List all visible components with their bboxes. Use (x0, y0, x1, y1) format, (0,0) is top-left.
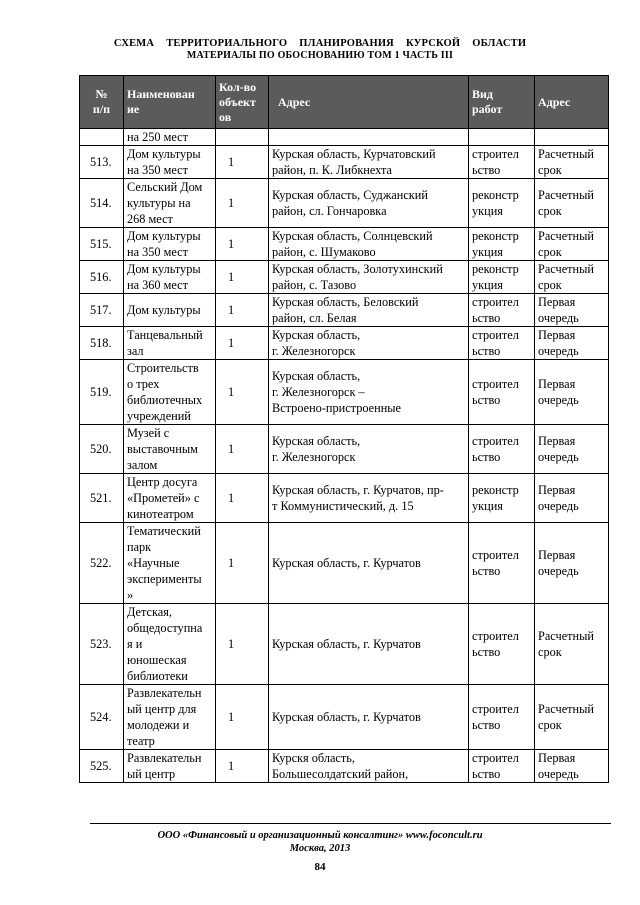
cell-work-type-line: строител (472, 328, 519, 342)
cell-term-line: Первая (538, 548, 576, 562)
cell-name-line: Танцевальный (127, 328, 203, 342)
cell-number-text: 519. (90, 385, 112, 399)
cell-number-text: 516. (90, 270, 112, 284)
cell-work-type-line: ьство (472, 718, 501, 732)
cell-name-line: выставочным (127, 442, 198, 456)
cell-address-line: Курская область, г. Курчатов, пр- (272, 483, 444, 497)
page-number: 84 (314, 861, 326, 873)
cell-name-line: библиотеки (127, 669, 188, 683)
cell-address (269, 129, 469, 146)
cell-address (269, 523, 469, 604)
cell-address (269, 327, 469, 360)
cell-work-type (469, 750, 535, 783)
table-header (80, 76, 609, 129)
cell-term-line: Расчетный (538, 229, 594, 243)
header-word: ТЕРРИТОРИАЛЬНОГО (166, 38, 288, 49)
header-text: ов (219, 109, 232, 124)
cell-term (535, 294, 609, 327)
cell-work-type-line: строител (472, 434, 519, 448)
cell-work-type-line: ьство (472, 450, 501, 464)
cell-name-line: парк (127, 540, 152, 554)
cell-address (269, 146, 469, 179)
cell-address (269, 474, 469, 523)
cell-name (124, 604, 216, 685)
cell-count (216, 146, 269, 179)
header-text: Адрес (278, 94, 311, 109)
cell-work-type-line: реконстр (472, 188, 519, 202)
cell-count (216, 294, 269, 327)
cell-address-line: г. Железногорск (272, 450, 356, 464)
table-row (80, 179, 609, 228)
cell-term (535, 261, 609, 294)
column-header-number (80, 76, 124, 129)
cell-count-text: 1 (228, 196, 235, 210)
cell-work-type-line: строител (472, 702, 519, 716)
cell-term-line: срок (538, 163, 562, 177)
cell-term-line: Первая (538, 483, 576, 497)
cell-term-line: очередь (538, 311, 579, 325)
header-title-line (0, 38, 640, 50)
cell-count (216, 228, 269, 261)
cell-name-line: библиотечных (127, 393, 203, 407)
cell-name-line: зал (127, 344, 144, 358)
cell-name (124, 523, 216, 604)
cell-name-line: театр (127, 734, 155, 748)
cell-term-line: срок (538, 245, 562, 259)
cell-work-type-line: укция (472, 499, 503, 513)
cell-name-line: ый центр (127, 767, 176, 781)
header-word: СХЕМА (113, 38, 155, 49)
objects-table (79, 75, 609, 783)
cell-work-type-line: ьство (472, 645, 501, 659)
column-header-address (269, 76, 469, 129)
header-text: Наименован (127, 87, 195, 101)
cell-work-type-line: строител (472, 751, 519, 765)
cell-name-line: » (127, 588, 134, 602)
cell-name-line: культуры на (127, 196, 191, 210)
cell-name-line: Строительств (127, 361, 199, 375)
cell-work-type-line: укция (472, 245, 503, 259)
cell-name (124, 474, 216, 523)
document-footer (0, 829, 640, 855)
cell-name (124, 179, 216, 228)
cell-term (535, 474, 609, 523)
cell-work-type-line: ьство (472, 311, 501, 325)
cell-address-line: район, сл. Белая (272, 311, 357, 325)
cell-address-line: Курская область, г. Курчатов (272, 710, 421, 724)
cell-work-type-line: ьство (472, 767, 501, 781)
cell-number-text: 513. (90, 155, 112, 169)
cell-count-text: 1 (228, 237, 235, 251)
cell-term-line: очередь (538, 499, 579, 513)
cell-address-line: район, п. К. Либкнехта (272, 163, 392, 177)
cell-name-line: учреждений (127, 409, 191, 423)
table-row (80, 228, 609, 261)
cell-term-line: срок (538, 645, 562, 659)
cell-term (535, 146, 609, 179)
cell-term-line: Первая (538, 751, 576, 765)
cell-number-text: 524. (90, 710, 112, 724)
cell-term-line: срок (538, 204, 562, 218)
cell-work-type-line: строител (472, 548, 519, 562)
cell-count-text: 1 (228, 385, 235, 399)
cell-address-line: т Коммунистический, д. 15 (272, 499, 414, 513)
cell-term-line: очередь (538, 564, 579, 578)
table-row (80, 425, 609, 474)
cell-count (216, 360, 269, 425)
footer-divider (90, 823, 611, 824)
cell-name-line: на 360 мест (127, 278, 189, 292)
cell-number (80, 604, 124, 685)
cell-number (80, 523, 124, 604)
cell-address-line: Курскя область, (272, 751, 355, 765)
cell-address-line: Встроено-пристроенные (272, 401, 401, 415)
cell-count (216, 685, 269, 750)
table-body (80, 129, 609, 783)
cell-name-line: юношеская (127, 653, 187, 667)
header-text: ие (127, 102, 140, 116)
cell-count-text: 1 (228, 336, 235, 350)
cell-work-type (469, 294, 535, 327)
cell-name (124, 425, 216, 474)
header-text: Кол-во (219, 79, 257, 94)
cell-address (269, 261, 469, 294)
header-text: Адрес (538, 94, 571, 109)
cell-name-line: о трех (127, 377, 160, 391)
cell-term (535, 523, 609, 604)
cell-work-type (469, 425, 535, 474)
header-text: № (95, 87, 108, 101)
header-text: объект (219, 94, 256, 109)
cell-term (535, 228, 609, 261)
cell-work-type (469, 523, 535, 604)
cell-address-line: Курская область, Беловский (272, 295, 419, 309)
cell-count (216, 750, 269, 783)
cell-count-text: 1 (228, 637, 235, 651)
cell-address-line: Курская область, г. Курчатов (272, 556, 421, 570)
cell-count (216, 179, 269, 228)
cell-name-line: общедоступна (127, 621, 203, 635)
cell-name (124, 261, 216, 294)
cell-name-line: Дом культуры (127, 303, 201, 317)
cell-term (535, 327, 609, 360)
cell-work-type-line: ьство (472, 344, 501, 358)
cell-number (80, 129, 124, 146)
table-row (80, 146, 609, 179)
cell-term (535, 425, 609, 474)
table-header-row (80, 76, 609, 129)
cell-name-line: Музей с (127, 426, 170, 440)
cell-address (269, 604, 469, 685)
document-header (0, 38, 640, 62)
cell-count (216, 425, 269, 474)
cell-term (535, 129, 609, 146)
cell-term (535, 360, 609, 425)
cell-number (80, 179, 124, 228)
cell-work-type-line: строител (472, 147, 519, 161)
cell-work-type-line: укция (472, 204, 503, 218)
cell-name-line: Сельский Дом (127, 180, 203, 194)
cell-count (216, 261, 269, 294)
cell-name-line: Дом культуры (127, 147, 201, 161)
cell-work-type-line: реконстр (472, 262, 519, 276)
cell-number (80, 750, 124, 783)
table-row (80, 750, 609, 783)
cell-work-type (469, 685, 535, 750)
cell-address-line: Курская область, Золотухинский (272, 262, 443, 276)
cell-count-text: 1 (228, 155, 235, 169)
table-row (80, 474, 609, 523)
cell-count-text: 1 (228, 556, 235, 570)
cell-name-line: Детская, (127, 605, 172, 619)
cell-work-type-line: реконстр (472, 483, 519, 497)
cell-name (124, 360, 216, 425)
cell-number-text: 520. (90, 442, 112, 456)
column-header-term (535, 76, 609, 129)
header-text: п/п (92, 102, 111, 116)
header-word: ОБЛАСТИ (472, 38, 527, 49)
cell-name (124, 685, 216, 750)
cell-work-type-line: строител (472, 295, 519, 309)
cell-address (269, 425, 469, 474)
cell-count (216, 129, 269, 146)
cell-name-line: кинотеатром (127, 507, 194, 521)
cell-count-text: 1 (228, 270, 235, 284)
cell-term-line: срок (538, 278, 562, 292)
cell-number (80, 425, 124, 474)
table-row (80, 294, 609, 327)
cell-work-type (469, 129, 535, 146)
cell-address-line: район, с. Тазово (272, 278, 357, 292)
cell-work-type (469, 146, 535, 179)
cell-work-type (469, 179, 535, 228)
column-header-count (216, 76, 269, 129)
cell-name-line: эксперименты (127, 572, 202, 586)
cell-address (269, 294, 469, 327)
cell-name-line: молодежи и (127, 718, 190, 732)
cell-name-line: Развлекательн (127, 751, 202, 765)
cell-address-line: Курская область, Солнцевский (272, 229, 433, 243)
cell-name-line: залом (127, 458, 158, 472)
cell-address-line: Курская область, (272, 434, 361, 448)
cell-count-text: 1 (228, 442, 235, 456)
table-row (80, 685, 609, 750)
header-word: КУРСКОЙ (405, 38, 461, 49)
cell-number-text: 517. (90, 303, 112, 317)
cell-name-line: «Прометей» с (127, 491, 200, 505)
header-word: ПЛАНИРОВАНИЯ (299, 38, 394, 49)
cell-address-line: г. Железногорск – (272, 385, 365, 399)
cell-count-text: 1 (228, 303, 235, 317)
cell-work-type-line: укция (472, 278, 503, 292)
cell-address (269, 228, 469, 261)
cell-number-text: 518. (90, 336, 112, 350)
cell-term (535, 685, 609, 750)
cell-number-text: 515. (90, 237, 112, 251)
column-header-work-type (469, 76, 535, 129)
table-row-continuation (80, 129, 609, 146)
cell-name-line: 268 мест (127, 212, 173, 226)
cell-name: на 250 мест (124, 129, 216, 146)
cell-address-line: Курская область, (272, 369, 361, 383)
cell-name (124, 228, 216, 261)
cell-number (80, 327, 124, 360)
cell-name-line: Дом культуры (127, 229, 201, 243)
cell-work-type-line: реконстр (472, 229, 519, 243)
table-row (80, 604, 609, 685)
cell-address-line: Большесолдатский район, (272, 767, 409, 781)
cell-term-line: Расчетный (538, 262, 594, 276)
cell-work-type (469, 228, 535, 261)
cell-address-line: Курская область, (272, 328, 361, 342)
cell-count (216, 523, 269, 604)
cell-number (80, 685, 124, 750)
cell-number-text: 514. (90, 196, 112, 210)
cell-term-line: очередь (538, 767, 579, 781)
cell-term-line: очередь (538, 450, 579, 464)
table-row (80, 523, 609, 604)
cell-name-line: «Научные (127, 556, 180, 570)
cell-work-type-line: строител (472, 629, 519, 643)
footer-city-year: Москва, 2013 (289, 843, 351, 854)
cell-count-text: 1 (228, 710, 235, 724)
cell-name-line: на 350 мест (127, 163, 189, 177)
header-subtitle: МАТЕРИАЛЫ ПО ОБОСНОВАНИЮ ТОМ 1 ЧАСТЬ III (186, 50, 454, 61)
cell-address-line: Курская область, г. Курчатов (272, 637, 421, 651)
cell-term-line: срок (538, 718, 562, 732)
footer-company: ООО «Финансовый и организационный консалтинг» www.foconcult.ru (157, 830, 483, 841)
cell-address-line: Курская область, Суджанский (272, 188, 428, 202)
cell-address-line: Курская область, Курчатовский (272, 147, 436, 161)
cell-number-text: 521. (90, 491, 112, 505)
cell-address (269, 685, 469, 750)
cell-address (269, 179, 469, 228)
cell-term-line: Расчетный (538, 188, 594, 202)
cell-work-type (469, 327, 535, 360)
cell-term (535, 750, 609, 783)
cell-term-line: очередь (538, 344, 579, 358)
cell-number (80, 294, 124, 327)
cell-term-line: Первая (538, 295, 576, 309)
cell-count-text: 1 (228, 759, 235, 773)
cell-work-type (469, 474, 535, 523)
cell-name (124, 327, 216, 360)
cell-address (269, 360, 469, 425)
cell-term-line: Первая (538, 377, 576, 391)
cell-term-line: Расчетный (538, 147, 594, 161)
cell-term (535, 179, 609, 228)
cell-count (216, 327, 269, 360)
cell-name-line: Тематический (127, 524, 201, 538)
cell-number (80, 261, 124, 294)
cell-number-text: 523. (90, 637, 112, 651)
cell-work-type (469, 360, 535, 425)
cell-work-type (469, 261, 535, 294)
column-header-name (124, 76, 216, 129)
cell-count (216, 474, 269, 523)
cell-address (269, 750, 469, 783)
cell-work-type-line: строител (472, 377, 519, 391)
cell-name-line: Развлекательн (127, 686, 202, 700)
table-row (80, 261, 609, 294)
cell-number (80, 146, 124, 179)
cell-address-line: район, с. Шумаково (272, 245, 376, 259)
cell-work-type (469, 604, 535, 685)
cell-term-line: Расчетный (538, 702, 594, 716)
cell-name-line: я и (127, 637, 143, 651)
cell-term-line: Первая (538, 434, 576, 448)
cell-name-line: Дом культуры (127, 262, 201, 276)
cell-number (80, 228, 124, 261)
cell-name-line: Центр досуга (127, 475, 198, 489)
cell-count-text: 1 (228, 491, 235, 505)
cell-name-line: на 350 мест (127, 245, 189, 259)
cell-term-line: Первая (538, 328, 576, 342)
cell-name (124, 750, 216, 783)
cell-name (124, 146, 216, 179)
cell-term-line: очередь (538, 393, 579, 407)
table-row (80, 360, 609, 425)
cell-number (80, 360, 124, 425)
cell-address-line: район, сл. Гончаровка (272, 204, 387, 218)
cell-work-type-line: ьство (472, 564, 501, 578)
cell-term-line: Расчетный (538, 629, 594, 643)
cell-count (216, 604, 269, 685)
cell-name-line: ый центр для (127, 702, 197, 716)
cell-number-text: 522. (90, 556, 112, 570)
cell-number (80, 474, 124, 523)
cell-work-type-line: ьство (472, 393, 501, 407)
header-text: Вид (472, 87, 493, 101)
cell-number-text: 525. (90, 759, 112, 773)
cell-address-line: г. Железногорск (272, 344, 356, 358)
cell-term (535, 604, 609, 685)
cell-work-type-line: ьство (472, 163, 501, 177)
header-text: работ (472, 102, 503, 116)
cell-name (124, 294, 216, 327)
table-row (80, 327, 609, 360)
